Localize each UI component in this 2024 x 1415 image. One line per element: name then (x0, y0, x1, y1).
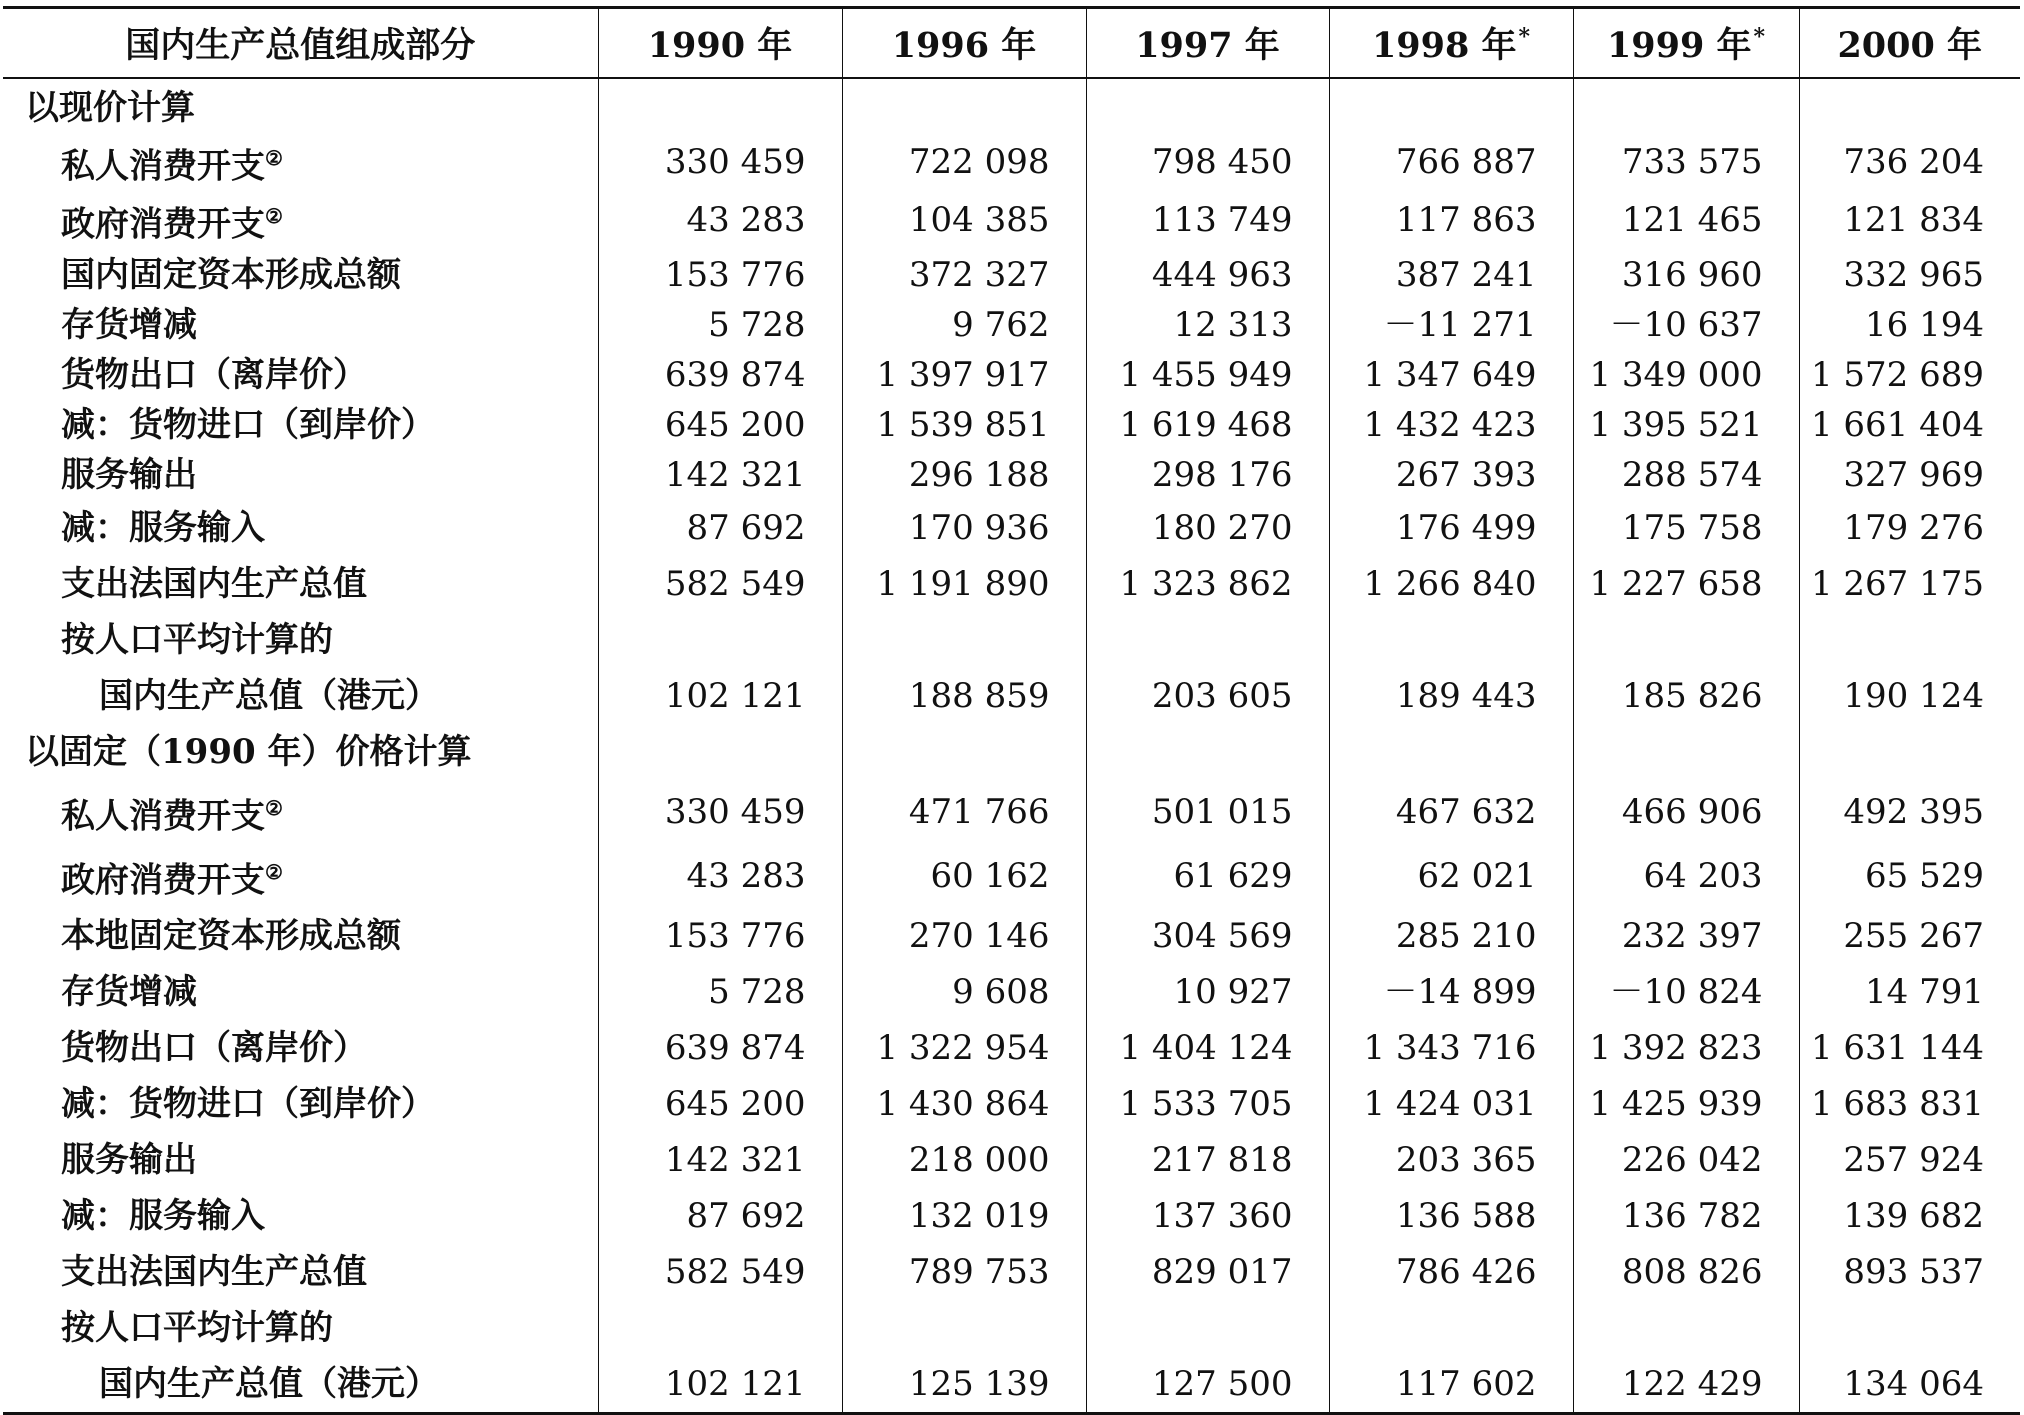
value-cell: 127 500 (1086, 1356, 1329, 1414)
row-label (3, 1076, 598, 1132)
value-cell: 332 965 (1799, 250, 2020, 300)
value-cell: 142 321 (598, 1132, 842, 1188)
row-label-text: 国内生产总值（港元） (99, 1364, 439, 1405)
row-label-text: 以现价计算 (25, 88, 195, 128)
value-cell: 1 424 031 (1329, 1076, 1573, 1132)
value-cell: 1 343 716 (1329, 1020, 1573, 1076)
value-cell: 1 432 423 (1329, 400, 1573, 450)
value-cell: 304 569 (1086, 908, 1329, 964)
table-row (3, 1188, 2020, 1244)
value-cell: 288 574 (1573, 450, 1799, 500)
footnote-mark: ② (265, 204, 283, 229)
value-cell: 5 728 (598, 300, 842, 350)
row-label-text: 减：货物进口（到岸价） (61, 404, 435, 445)
row-label (3, 964, 598, 1020)
value-cell: 189 443 (1329, 668, 1573, 724)
value-cell: 102 121 (598, 668, 842, 724)
value-cell: 9 608 (842, 964, 1086, 1020)
table-row (3, 300, 2020, 350)
header-cell-1997: 1997 年 (1086, 8, 1329, 79)
row-label-text: 私人消费开支 (61, 146, 265, 187)
row-label-text: 货物出口（离岸价） (61, 354, 367, 395)
value-cell: 444 963 (1086, 250, 1329, 300)
value-cell (598, 78, 842, 133)
value-cell: 232 397 (1573, 908, 1799, 964)
value-cell (1573, 78, 1799, 133)
table-row (3, 1356, 2020, 1414)
row-label (3, 724, 598, 780)
value-cell: 257 924 (1799, 1132, 2020, 1188)
value-cell: 104 385 (842, 191, 1086, 249)
value-cell: 327 969 (1799, 450, 2020, 500)
value-cell: 179 276 (1799, 500, 2020, 556)
value-cell (598, 724, 842, 780)
value-cell: 1 619 468 (1086, 400, 1329, 450)
value-cell (1086, 724, 1329, 780)
footnote-mark: ② (265, 795, 283, 820)
value-cell (1573, 612, 1799, 668)
value-cell: 185 826 (1573, 668, 1799, 724)
row-label-text: 支出法国内生产总值 (61, 563, 367, 604)
table-row (3, 1076, 2020, 1132)
table-row (3, 1020, 2020, 1076)
table-row (3, 400, 2020, 450)
footnote-mark: ② (265, 859, 283, 884)
value-cell: 43 283 (598, 191, 842, 249)
row-label (3, 300, 598, 350)
value-cell (842, 1300, 1086, 1356)
row-label-text: 私人消费开支 (61, 795, 265, 836)
estimate-mark: * (1753, 24, 1766, 51)
value-cell: 372 327 (842, 250, 1086, 300)
value-cell: 786 426 (1329, 1244, 1573, 1300)
row-label (3, 1020, 598, 1076)
row-label-text: 服务输出 (61, 1140, 197, 1181)
value-cell: 180 270 (1086, 500, 1329, 556)
header-cell-1998: 1998 年* (1329, 8, 1573, 79)
value-cell (842, 612, 1086, 668)
value-cell: 387 241 (1329, 250, 1573, 300)
row-label (3, 844, 598, 908)
value-cell: 1 533 705 (1086, 1076, 1329, 1132)
value-cell: 1 661 404 (1799, 400, 2020, 450)
value-cell: 1 430 864 (842, 1076, 1086, 1132)
value-cell: 142 321 (598, 450, 842, 500)
value-cell: 722 098 (842, 133, 1086, 191)
value-cell: 136 588 (1329, 1188, 1573, 1244)
row-label (3, 500, 598, 556)
value-cell: 789 753 (842, 1244, 1086, 1300)
value-cell: 113 749 (1086, 191, 1329, 249)
value-cell: 733 575 (1573, 133, 1799, 191)
row-label (3, 908, 598, 964)
value-cell (1573, 1300, 1799, 1356)
value-cell: 267 393 (1329, 450, 1573, 500)
value-cell: 153 776 (598, 250, 842, 300)
value-cell: 1 227 658 (1573, 556, 1799, 612)
value-cell (598, 1300, 842, 1356)
table-row (3, 1132, 2020, 1188)
row-label-text: 减：服务输入 (61, 1196, 265, 1237)
value-cell: 1 404 124 (1086, 1020, 1329, 1076)
value-cell: 9 762 (842, 300, 1086, 350)
value-cell: 1 266 840 (1329, 556, 1573, 612)
value-cell (1329, 724, 1573, 780)
row-label-text: 服务输出 (61, 454, 197, 495)
value-cell: 5 728 (598, 964, 842, 1020)
table-row (3, 1244, 2020, 1300)
value-cell (1799, 612, 2020, 668)
value-cell: 139 682 (1799, 1188, 2020, 1244)
value-cell: －14 899 (1329, 964, 1573, 1020)
value-cell: 1 683 831 (1799, 1076, 2020, 1132)
row-label-text: 国内固定资本形成总额 (61, 254, 401, 295)
value-cell: 217 818 (1086, 1132, 1329, 1188)
value-cell (1799, 1300, 2020, 1356)
table-header (3, 8, 2020, 79)
row-label (3, 133, 598, 191)
value-cell: 1 267 175 (1799, 556, 2020, 612)
value-cell: 582 549 (598, 1244, 842, 1300)
value-cell (842, 724, 1086, 780)
value-cell: 65 529 (1799, 844, 2020, 908)
value-cell: 121 834 (1799, 191, 2020, 249)
value-cell: 170 936 (842, 500, 1086, 556)
value-cell: 1 322 954 (842, 1020, 1086, 1076)
table-row (3, 191, 2020, 249)
row-label (3, 668, 598, 724)
value-cell: 136 782 (1573, 1188, 1799, 1244)
value-cell: 285 210 (1329, 908, 1573, 964)
value-cell: 316 960 (1573, 250, 1799, 300)
header-cell-component: 国内生产总值组成部分 (3, 8, 598, 79)
value-cell: 14 791 (1799, 964, 2020, 1020)
row-label (3, 556, 598, 612)
value-cell: 298 176 (1086, 450, 1329, 500)
table-row (3, 500, 2020, 556)
value-cell: 582 549 (598, 556, 842, 612)
value-cell: 645 200 (598, 400, 842, 450)
value-cell: 203 365 (1329, 1132, 1573, 1188)
header-cell-1996: 1996 年 (842, 8, 1086, 79)
header-cell-1999: 1999 年* (1573, 8, 1799, 79)
table-row (3, 133, 2020, 191)
value-cell (1086, 78, 1329, 133)
value-cell: 808 826 (1573, 1244, 1799, 1300)
value-cell (842, 78, 1086, 133)
header-cell-2000: 2000 年 (1799, 8, 2020, 79)
value-cell: 10 927 (1086, 964, 1329, 1020)
value-cell: 1 347 649 (1329, 350, 1573, 400)
value-cell: 1 323 862 (1086, 556, 1329, 612)
row-label (3, 1132, 598, 1188)
row-label-text: 货物出口（离岸价） (61, 1028, 367, 1069)
value-cell: 12 313 (1086, 300, 1329, 350)
row-label-text: 按人口平均计算的 (61, 1308, 333, 1349)
row-label-text: 国内生产总值（港元） (99, 675, 439, 716)
value-cell: 134 064 (1799, 1356, 2020, 1414)
row-label (3, 780, 598, 844)
value-cell: 1 349 000 (1573, 350, 1799, 400)
value-cell: －11 271 (1329, 300, 1573, 350)
value-cell: 471 766 (842, 780, 1086, 844)
section-header-row (3, 724, 2020, 780)
value-cell: 121 465 (1573, 191, 1799, 249)
row-label-text: 本地固定资本形成总额 (61, 916, 401, 957)
row-label (3, 78, 598, 133)
value-cell: 639 874 (598, 1020, 842, 1076)
table-row (3, 668, 2020, 724)
estimate-mark: * (1518, 24, 1531, 51)
value-cell: 467 632 (1329, 780, 1573, 844)
value-cell: 1 395 521 (1573, 400, 1799, 450)
value-cell: 132 019 (842, 1188, 1086, 1244)
value-cell: 1 455 949 (1086, 350, 1329, 400)
table-row (3, 556, 2020, 612)
row-label-text: 以固定（1990 年）价格计算 (25, 731, 472, 772)
value-cell: 218 000 (842, 1132, 1086, 1188)
row-label (3, 612, 598, 668)
value-cell (1086, 612, 1329, 668)
value-cell: 466 906 (1573, 780, 1799, 844)
row-label-text: 存货增减 (61, 972, 197, 1013)
value-cell: 61 629 (1086, 844, 1329, 908)
table-row (3, 350, 2020, 400)
row-label (3, 400, 598, 450)
header-cell-1990: 1990 年 (598, 8, 842, 79)
table-row (3, 1300, 2020, 1356)
value-cell: 87 692 (598, 500, 842, 556)
row-label (3, 1356, 598, 1414)
value-cell: 64 203 (1573, 844, 1799, 908)
value-cell: 639 874 (598, 350, 842, 400)
value-cell: 117 602 (1329, 1356, 1573, 1414)
value-cell (1329, 1300, 1573, 1356)
row-label (3, 350, 598, 400)
value-cell: 1 191 890 (842, 556, 1086, 612)
row-label-text: 减：货物进口（到岸价） (61, 1084, 435, 1125)
value-cell: 1 397 917 (842, 350, 1086, 400)
value-cell: 62 021 (1329, 844, 1573, 908)
value-cell: 1 392 823 (1573, 1020, 1799, 1076)
row-label (3, 250, 598, 300)
value-cell: 125 139 (842, 1356, 1086, 1414)
row-label-text: 按人口平均计算的 (61, 619, 333, 660)
table-row (3, 964, 2020, 1020)
value-cell: 330 459 (598, 133, 842, 191)
row-label-text: 政府消费开支 (61, 204, 265, 245)
value-cell (1329, 612, 1573, 668)
row-label (3, 1188, 598, 1244)
value-cell: 60 162 (842, 844, 1086, 908)
value-cell: 117 863 (1329, 191, 1573, 249)
row-label-text: 减：服务输入 (61, 507, 265, 548)
value-cell: 296 188 (842, 450, 1086, 500)
value-cell: 270 146 (842, 908, 1086, 964)
value-cell: 736 204 (1799, 133, 2020, 191)
value-cell: 645 200 (598, 1076, 842, 1132)
value-cell: 188 859 (842, 668, 1086, 724)
row-label-text: 政府消费开支 (61, 860, 265, 901)
table-row (3, 250, 2020, 300)
table-body (3, 78, 2020, 1414)
table-row (3, 612, 2020, 668)
value-cell: 1 631 144 (1799, 1020, 2020, 1076)
value-cell: 1 539 851 (842, 400, 1086, 450)
row-label (3, 191, 598, 249)
value-cell: 330 459 (598, 780, 842, 844)
value-cell: 829 017 (1086, 1244, 1329, 1300)
value-cell: 176 499 (1329, 500, 1573, 556)
row-label-text: 支出法国内生产总值 (61, 1252, 367, 1293)
value-cell: 893 537 (1799, 1244, 2020, 1300)
value-cell (1573, 724, 1799, 780)
value-cell: 153 776 (598, 908, 842, 964)
value-cell: 137 360 (1086, 1188, 1329, 1244)
header-row (3, 8, 2020, 79)
value-cell (1329, 78, 1573, 133)
gdp-components-table (3, 6, 2020, 1415)
value-cell (1799, 724, 2020, 780)
value-cell: 1 572 689 (1799, 350, 2020, 400)
value-cell: 255 267 (1799, 908, 2020, 964)
value-cell: 87 692 (598, 1188, 842, 1244)
value-cell: 766 887 (1329, 133, 1573, 191)
value-cell: 175 758 (1573, 500, 1799, 556)
table-row (3, 780, 2020, 844)
value-cell: 122 429 (1573, 1356, 1799, 1414)
table-row (3, 844, 2020, 908)
value-cell: 501 015 (1086, 780, 1329, 844)
table-row (3, 908, 2020, 964)
row-label-text: 存货增减 (61, 304, 197, 345)
value-cell: 492 395 (1799, 780, 2020, 844)
value-cell: －10 824 (1573, 964, 1799, 1020)
value-cell: 43 283 (598, 844, 842, 908)
value-cell: 1 425 939 (1573, 1076, 1799, 1132)
value-cell (1086, 1300, 1329, 1356)
value-cell (598, 612, 842, 668)
row-label (3, 450, 598, 500)
section-header-row (3, 78, 2020, 133)
value-cell: －10 637 (1573, 300, 1799, 350)
row-label (3, 1300, 598, 1356)
value-cell: 226 042 (1573, 1132, 1799, 1188)
footnote-mark: ② (265, 146, 283, 170)
table-row (3, 450, 2020, 500)
value-cell (1799, 78, 2020, 133)
value-cell: 798 450 (1086, 133, 1329, 191)
value-cell: 203 605 (1086, 668, 1329, 724)
row-label (3, 1244, 598, 1300)
value-cell: 190 124 (1799, 668, 2020, 724)
value-cell: 16 194 (1799, 300, 2020, 350)
value-cell: 102 121 (598, 1356, 842, 1414)
